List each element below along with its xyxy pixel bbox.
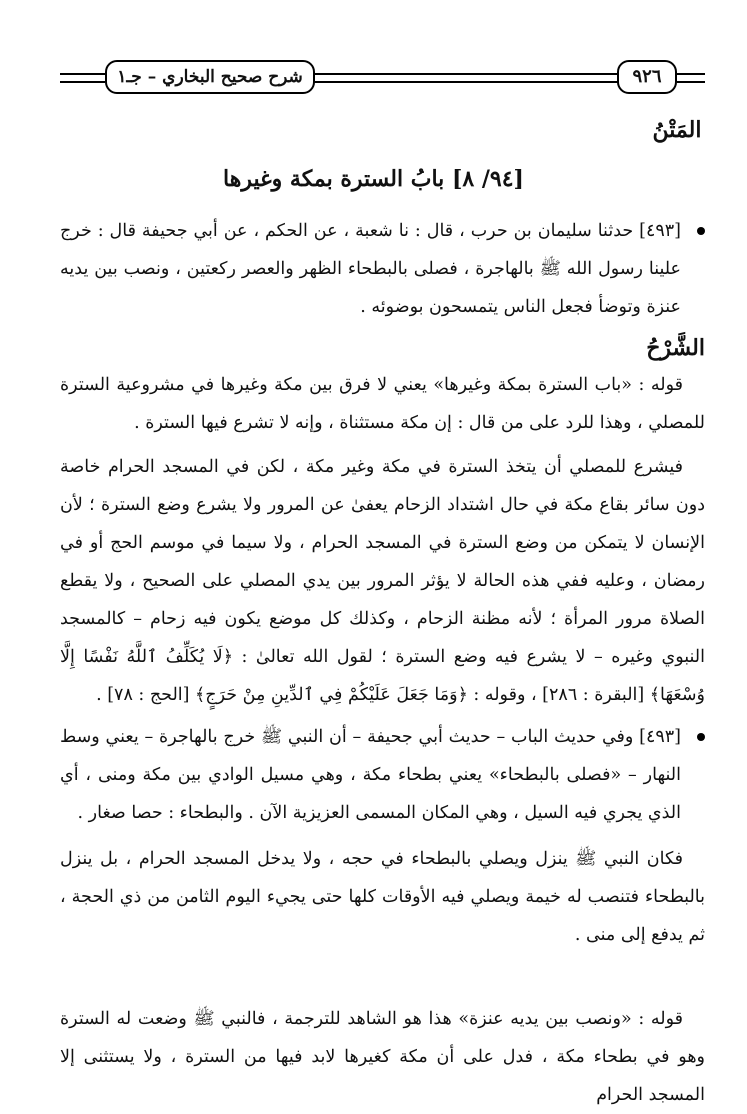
page-number: ٩٢٦ <box>617 60 677 94</box>
header-rule-right <box>677 73 705 83</box>
sharh-paragraph-3 <box>60 718 705 832</box>
sharh-ornament: الشَّرْحُ <box>646 335 705 361</box>
bullet-icon <box>697 733 705 741</box>
matn-text: [٤٩٣] حدثنا سليمان بن حرب ، قال : نا شعبة ، عن الحكم ، عن أبي جحيفة قال : خرج علينا رسول الله ﷺ بالهاجرة ، فصلى بالبطحاء الظهر والعصر ركعتين ، ونصب بين يديه عنزة وتوضأ فجعل الناس يتمسحون بوضوئه . <box>60 221 681 317</box>
header-rule-left <box>60 73 105 83</box>
sharh-paragraph-5: قوله : «ونصب بين يديه عنزة» هذا هو الشاهد للترجمة ، فالنبي ﷺ وضعت له السترة وهو في بطحاء مكة ، فدل على أن مكة كغيرها لابد فيها من السترة ، ولا يستثنى إلا المسجد الحرام <box>60 1009 705 1105</box>
header-rule-middle <box>313 73 623 83</box>
matn-paragraph <box>60 212 705 326</box>
matn-ornament: المَتْنُ <box>652 117 702 143</box>
running-header <box>60 60 705 94</box>
sharh-paragraph-2: فيشرع للمصلي أن يتخذ السترة في مكة وغير مكة ، لكن في المسجد الحرام خاصة دون سائر بقاع مكة في حال اشتداد الزحام يعفىٰ عن المرور ولا يشرع وضع السترة ؛ لأن الإنسان لا يتمكن من وضع السترة في المسجد الحرام ، ولا سيما في موسم الحج أو في رمضان ، وعليه ففي هذه الحالة لا يؤثر المرور بين يدي المصلي على الصحيح ، ولا يقطع الصلاة مرور المرأة ؛ لأنه مظنة الزحام ، وكذلك كل موضع يكون فيه زحام – كالمسجد النبوي وغيره – لا يشرع فيه وضع السترة ؛ لقول الله تعالىٰ : ﴿لَا يُكَلِّفُ ٱللَّهُ نَفْسًا إِلَّا وُسْعَهَا﴾ [البقرة : ٢٨٦] ، وقوله : ﴿وَمَا جَعَلَ عَلَيْكُمْ فِي ٱلدِّينِ مِنْ حَرَجٍ﴾ [الحج : ٧٨] . <box>60 457 705 705</box>
sharh-paragraph-4: فكان النبي ﷺ ينزل ويصلي بالبطحاء في حجه ، ولا يدخل المسجد الحرام ، بل ينزل بالبطحاء فتنصب له خيمة ويصلي فيه الأوقات كلها حتى يجيء اليوم الثامن من ذي الحجة ، ثم يدفع إلى منى . <box>60 849 705 945</box>
sharh-paragraph-1: قوله : «باب السترة بمكة وغيرها» يعني لا فرق بين مكة وغيرها في مشروعية السترة للمصلي ، وهذا للرد على من قال : إن مكة مستثناة ، وإنه لا تشرع فيها السترة . <box>60 375 705 433</box>
book-title: شرح صحيح البخاري – جـ١ <box>105 60 315 94</box>
sharh-paragraph-3-text: [٤٩٣] وفي حديث الباب – حديث أبي جحيفة – أن النبي ﷺ خرج بالهاجرة – يعني وسط النهار – «فصلى بالبطحاء» يعني بطحاء مكة ، وهي مسيل الوادي بين مكة ومنى ، أي الذي يجري فيه السيل ، وهي المكان المسمى العزيزية الآن . والبطحاء : حصا صغار . <box>60 727 681 823</box>
chapter-heading: [٩٤/ ٨] بابُ السترة بمكة وغيرها <box>223 166 524 192</box>
bullet-icon <box>697 227 705 235</box>
